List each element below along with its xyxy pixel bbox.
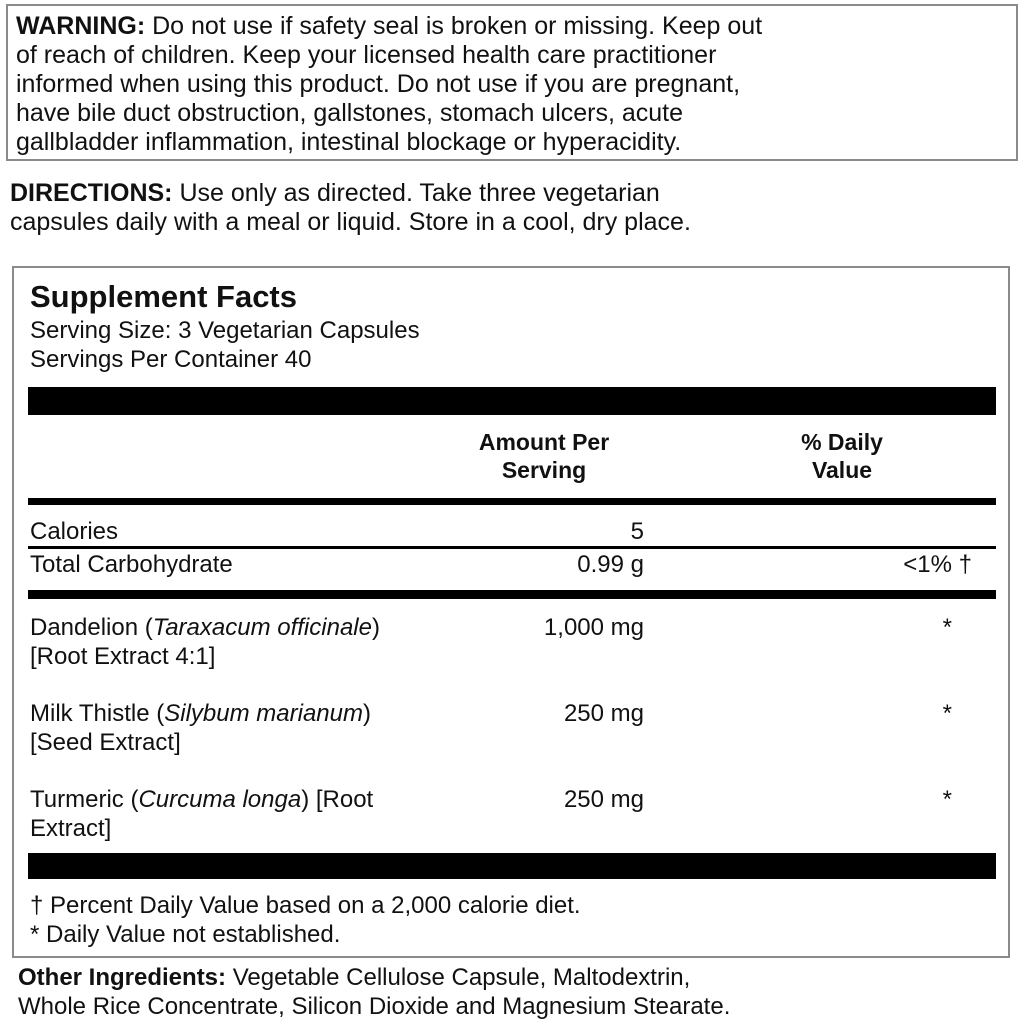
- directions-line-2: capsules daily with a meal or liquid. Store in a cool, dry place.: [10, 208, 691, 236]
- nutrient-divider: [28, 590, 996, 599]
- warning-line-4: have bile duct obstruction, gallstones, stomach ulcers, acute: [16, 99, 684, 127]
- header-daily-value: [752, 428, 932, 484]
- warning-label: WARNING:: [16, 12, 146, 40]
- other-ingredients-label: Other Ingredients:: [18, 964, 227, 991]
- thick-divider-top: [28, 387, 996, 415]
- ingredient-milk-thistle-amount: 250 mg: [563, 700, 644, 727]
- other-ingredients-text-1: Vegetable Cellulose Capsule, Maltodextrin,: [226, 964, 691, 991]
- ingredient-turmeric: [30, 786, 400, 843]
- thick-divider-bottom: [28, 853, 996, 879]
- other-ingredients: [18, 963, 1018, 1021]
- warning-line-5: gallbladder inflammation, intestinal blockage or hyperacidity.: [16, 128, 682, 156]
- warning-line-3: informed when using this product. Do not use if you are pregnant,: [16, 70, 741, 98]
- warning-box: [6, 4, 1018, 161]
- ingredient-milk-thistle: [30, 700, 400, 757]
- ingredient-milk-thistle-dv: *: [942, 700, 952, 727]
- warning-text-1: Do not use if safety seal is broken or missing. Keep out: [145, 12, 763, 40]
- footnote-dv-not-established: * Daily Value not established.: [30, 921, 341, 948]
- header-amount-line-2: Serving: [501, 457, 587, 483]
- warning-line-2: of reach of children. Keep your licensed health care practitioner: [16, 41, 717, 69]
- ingredient-latin-name: Curcuma longa: [138, 786, 302, 813]
- header-divider: [28, 498, 996, 505]
- ingredient-extract: ) [Seed Extract]: [30, 700, 371, 756]
- header-dv-line-1: % Daily: [801, 429, 883, 455]
- total-carbohydrate-label: Total Carbohydrate: [30, 551, 233, 578]
- calories-label: Calories: [30, 518, 119, 545]
- ingredient-turmeric-dv: *: [942, 786, 952, 813]
- other-ingredients-line-1: [18, 963, 1018, 992]
- header-amount-per-serving: [434, 428, 654, 484]
- ingredient-name: Milk Thistle (: [30, 700, 165, 727]
- directions-text-1: Use only as directed. Take three vegetarian: [172, 179, 660, 207]
- footnote-percent-dv: † Percent Daily Value based on a 2,000 calorie diet.: [30, 892, 581, 919]
- calories-amount: 5: [630, 518, 644, 545]
- ingredient-dandelion-amount: 1,000 mg: [543, 614, 644, 641]
- ingredient-name: Dandelion (: [30, 614, 153, 641]
- servings-per-container: Servings Per Container 40: [30, 346, 312, 373]
- ingredient-latin-name: Silybum marianum: [164, 700, 363, 727]
- warning-line-1: [16, 12, 1008, 41]
- ingredient-dandelion-dv: *: [942, 614, 952, 641]
- directions-label: DIRECTIONS:: [10, 179, 173, 207]
- header-amount-line-1: Amount Per: [478, 429, 610, 455]
- other-ingredients-line-2: Whole Rice Concentrate, Silicon Dioxide and Magnesium Stearate.: [18, 993, 731, 1020]
- directions: [10, 179, 1010, 237]
- total-carbohydrate-dv: <1% †: [903, 551, 972, 578]
- header-dv-line-2: Value: [811, 457, 873, 483]
- supplement-facts-title: Supplement Facts: [30, 279, 297, 314]
- calories-divider: [28, 546, 996, 549]
- directions-line-1: [10, 179, 1010, 208]
- ingredient-name: Turmeric (: [30, 786, 139, 813]
- total-carbohydrate-amount: 0.99 g: [577, 551, 644, 578]
- ingredient-dandelion: [30, 614, 400, 671]
- supplement-facts-panel: [12, 266, 1010, 958]
- ingredient-extract: ) [Root Extract 4:1]: [30, 614, 380, 670]
- serving-size: Serving Size: 3 Vegetarian Capsules: [30, 317, 420, 344]
- ingredient-extract: ) [Root Extract]: [30, 786, 374, 842]
- ingredient-turmeric-amount: 250 mg: [563, 786, 644, 813]
- ingredient-latin-name: Taraxacum officinale: [152, 614, 372, 641]
